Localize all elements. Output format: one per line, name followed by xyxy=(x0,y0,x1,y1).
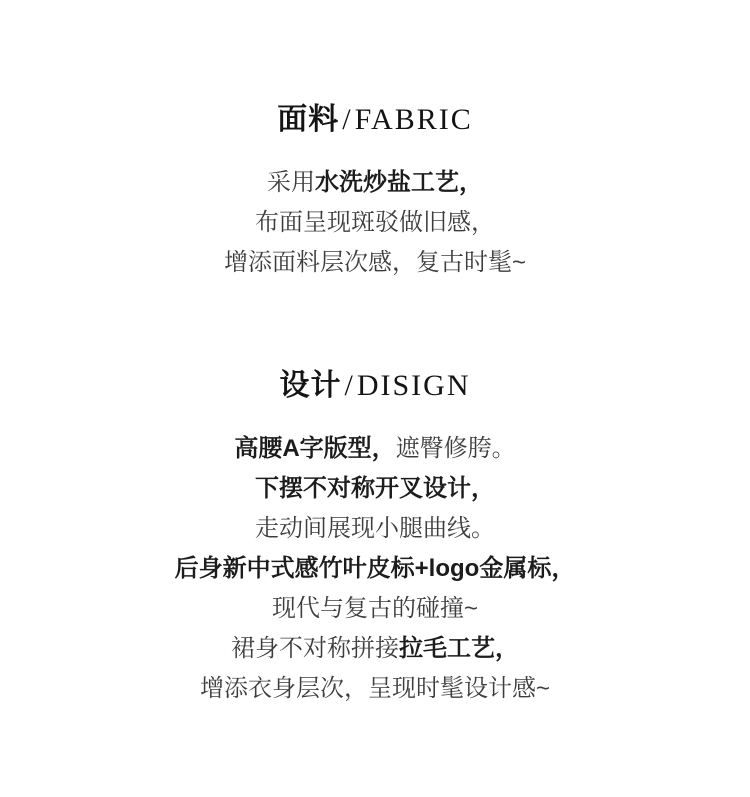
text-line xyxy=(0,469,750,509)
text-segment: 现代与复古的碰撞~ xyxy=(271,595,478,622)
text-segment: 采用 xyxy=(267,169,315,196)
section-design xyxy=(0,369,750,709)
text-line xyxy=(0,629,750,669)
section-fabric xyxy=(0,103,750,283)
fabric-title-divider: / xyxy=(342,103,352,136)
text-segment-bold: 水洗炒盐工艺， xyxy=(315,169,483,196)
text-line xyxy=(0,203,750,243)
fabric-title-chinese: 面料 xyxy=(277,103,340,136)
text-line xyxy=(0,549,750,589)
text-line xyxy=(0,509,750,549)
text-segment-bold: 高腰A字版型， xyxy=(234,435,396,462)
design-section-title xyxy=(0,369,750,403)
fabric-title-english: FABRIC xyxy=(354,103,473,136)
text-line xyxy=(0,429,750,469)
fabric-body-text xyxy=(0,163,750,283)
text-line xyxy=(0,243,750,283)
design-title-divider: / xyxy=(344,369,354,402)
text-segment-bold: 后身新中式感竹叶皮标+logo金属标， xyxy=(174,555,576,582)
design-title-english: DISIGN xyxy=(356,369,471,402)
text-segment: 走动间展现小腿曲线。 xyxy=(255,515,495,542)
text-line xyxy=(0,669,750,709)
text-line xyxy=(0,589,750,629)
description-sections xyxy=(0,103,750,709)
fabric-section-title xyxy=(0,103,750,137)
text-segment: 增添衣身层次，呈现时髦设计感~ xyxy=(199,675,550,702)
text-line xyxy=(0,163,750,203)
text-segment-bold: 下摆不对称开叉设计， xyxy=(255,475,495,502)
text-segment: 遮臀修胯。 xyxy=(395,435,516,462)
text-segment: 布面呈现斑驳做旧感， xyxy=(255,209,495,236)
text-segment: 增添面料层次感，复古时髦~ xyxy=(223,249,526,276)
design-title-chinese: 设计 xyxy=(279,369,342,402)
text-segment: 裙身不对称拼接 xyxy=(231,635,399,662)
design-body-text xyxy=(0,429,750,709)
text-segment-bold: 拉毛工艺， xyxy=(399,635,519,662)
